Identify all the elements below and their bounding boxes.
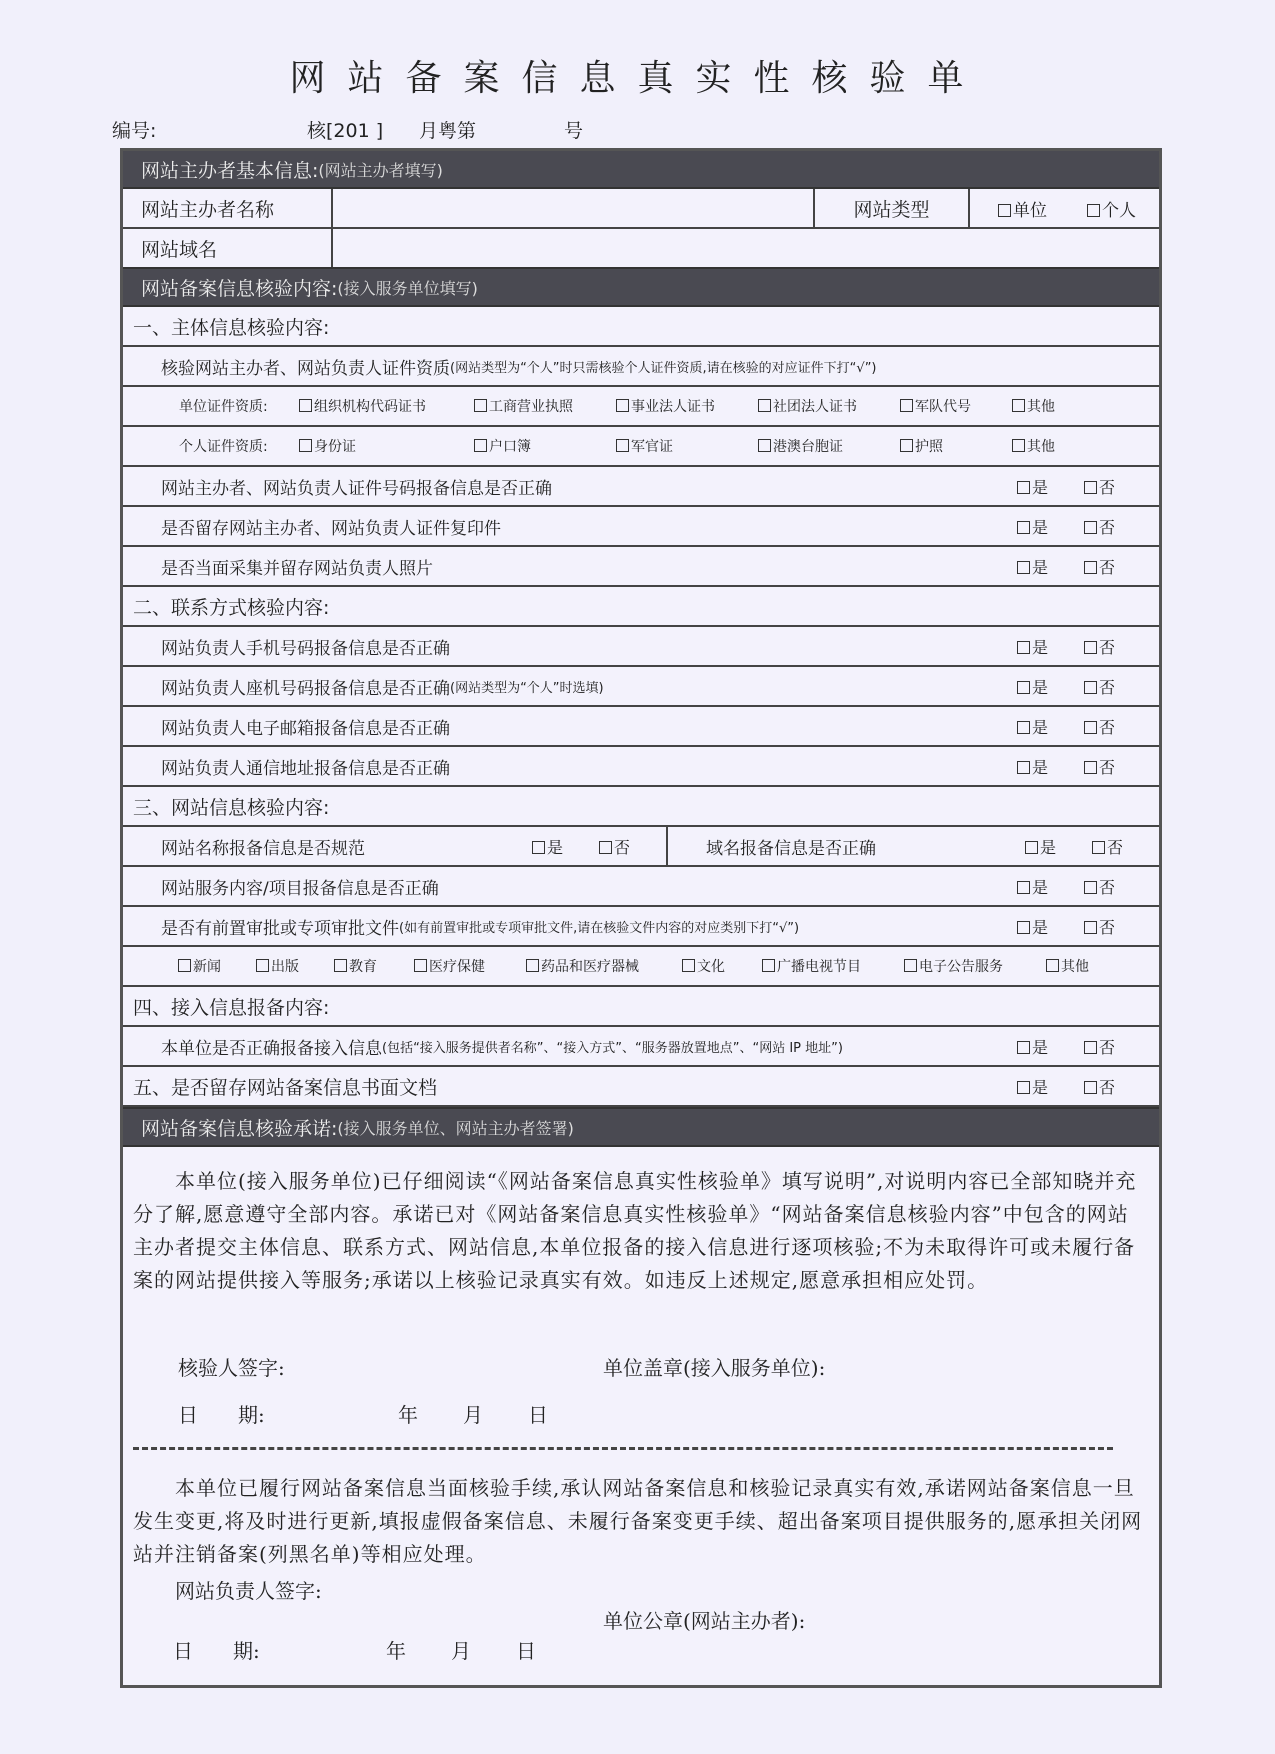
serial-prefix: 核[201 ] — [307, 120, 384, 142]
checkbox-icon[interactable] — [1017, 641, 1030, 654]
checkbox-icon[interactable] — [1012, 439, 1025, 452]
checkbox-icon[interactable] — [1084, 1041, 1097, 1054]
checkbox-icon[interactable] — [900, 439, 913, 452]
option-label: 医疗保健 — [429, 959, 485, 975]
serial-number — [112, 116, 583, 143]
section-3-title: 三、网站信息核验内容: — [123, 787, 1159, 827]
yes-label: 是 — [1031, 557, 1048, 577]
no-label: 否 — [1098, 1077, 1115, 1097]
section-4-title: 四、接入信息报备内容: — [123, 987, 1159, 1027]
yes-label: 是 — [1039, 837, 1056, 857]
options-label: 个人证件资质: — [179, 439, 268, 455]
item-note: (如有前置审批或专项审批文件,请在核验文件内容的对应类别下打“√”) — [399, 920, 800, 936]
section-1-title: 一、主体信息核验内容: — [123, 307, 1159, 347]
no-label: 否 — [1098, 677, 1115, 697]
option-label: 其他 — [1027, 439, 1055, 455]
checkbox-icon[interactable] — [616, 399, 629, 412]
item-text: 核验网站主办者、网站负责人证件资质 — [161, 358, 450, 379]
commitment-body — [123, 1147, 1159, 1685]
option-label: 电子公告服务 — [919, 959, 1003, 975]
item-text: 网站服务内容/项目报备信息是否正确 — [161, 878, 439, 899]
yes-label: 是 — [1031, 917, 1048, 937]
domain-row — [123, 229, 1159, 267]
no-label: 否 — [1098, 717, 1115, 737]
person-cert-options — [179, 436, 1072, 456]
checkbox-icon[interactable] — [1087, 204, 1100, 217]
yes-label: 是 — [1031, 517, 1048, 537]
check-item-row — [123, 1067, 1159, 1107]
no-label: 否 — [1098, 877, 1115, 897]
option-label: 文化 — [697, 959, 725, 975]
item-text: 是否有前置审批或专项审批文件 — [161, 918, 399, 939]
site-name-row — [123, 827, 1159, 867]
checkbox-icon[interactable] — [526, 959, 539, 972]
checkbox-icon[interactable] — [1084, 881, 1097, 894]
checkbox-icon[interactable] — [1084, 681, 1097, 694]
checkbox-icon[interactable] — [1017, 721, 1030, 734]
no-label: 否 — [1106, 837, 1123, 857]
item-text: 网站负责人电子邮箱报备信息是否正确 — [161, 718, 450, 739]
check-item-row — [123, 867, 1159, 907]
year-label: 年 — [386, 1639, 406, 1663]
checkbox-icon[interactable] — [256, 959, 269, 972]
option-label: 其他 — [1061, 959, 1089, 975]
checkbox-icon[interactable] — [1084, 561, 1097, 574]
serial-suffix: 号 — [564, 120, 584, 142]
checkbox-icon[interactable] — [682, 959, 695, 972]
checkbox-icon[interactable] — [474, 439, 487, 452]
checkbox-icon[interactable] — [1084, 641, 1097, 654]
no-label: 否 — [1098, 917, 1115, 937]
checkbox-icon[interactable] — [1084, 481, 1097, 494]
check-item-row — [123, 627, 1159, 667]
item-text: 网站负责人手机号码报备信息是否正确 — [161, 638, 450, 659]
no-label: 否 — [1098, 757, 1115, 777]
header-note: (接入服务单位填写) — [337, 278, 478, 298]
yes-label: 是 — [1031, 877, 1048, 897]
checkbox-icon[interactable] — [762, 959, 775, 972]
header-note: (网站主办者填写) — [318, 160, 443, 180]
item-text: 域名报备信息是否正确 — [706, 838, 876, 859]
checkbox-icon[interactable] — [758, 439, 771, 452]
day-label: 日 — [516, 1639, 536, 1663]
option-label: 组织机构代码证书 — [314, 399, 426, 415]
option-label: 社团法人证书 — [773, 399, 857, 415]
unit-cert-row — [123, 387, 1159, 427]
owner-name-label: 网站主办者名称 — [123, 189, 333, 227]
item-note: (网站类型为“个人”时选填) — [450, 680, 604, 696]
checkbox-icon[interactable] — [334, 959, 347, 972]
option-label: 个人 — [1102, 200, 1136, 221]
yes-label: 是 — [1031, 637, 1048, 657]
item-text: 网站负责人座机号码报备信息是否正确 — [161, 678, 450, 699]
section-2-title: 二、联系方式核验内容: — [123, 587, 1159, 627]
checkbox-icon[interactable] — [1084, 721, 1097, 734]
month-label: 月 — [451, 1639, 471, 1663]
checkbox-icon[interactable] — [1046, 959, 1059, 972]
no-label: 否 — [1098, 477, 1115, 497]
owner-name-field[interactable] — [333, 189, 815, 227]
checkbox-icon[interactable] — [616, 439, 629, 452]
no-label: 否 — [1098, 517, 1115, 537]
date-label: 日 期: — [178, 1403, 265, 1427]
checkbox-icon[interactable] — [1017, 1041, 1030, 1054]
checkbox-icon[interactable] — [1012, 399, 1025, 412]
site-type-options — [970, 196, 1136, 221]
check-item-row — [123, 667, 1159, 707]
checkbox-icon[interactable] — [1017, 481, 1030, 494]
option-label: 工商营业执照 — [489, 399, 573, 415]
option-label: 教育 — [349, 959, 377, 975]
checkbox-icon[interactable] — [1017, 1081, 1030, 1094]
option-label: 广播电视节目 — [777, 959, 861, 975]
options-label: 单位证件资质: — [179, 399, 268, 415]
serial-month: 月粤第 — [419, 120, 477, 142]
option-label: 港澳台胞证 — [773, 439, 843, 455]
checkbox-icon[interactable] — [1017, 681, 1030, 694]
domain-label: 网站域名 — [123, 229, 333, 267]
option-label: 身份证 — [314, 439, 356, 455]
form-table — [120, 148, 1162, 1688]
checkbox-icon[interactable] — [1084, 921, 1097, 934]
check-item-row — [123, 747, 1159, 787]
yes-label: 是 — [1031, 757, 1048, 777]
yes-label: 是 — [1031, 717, 1048, 737]
approval-options — [178, 956, 1106, 976]
checkbox-icon[interactable] — [1017, 561, 1030, 574]
checkbox-icon[interactable] — [1025, 841, 1038, 854]
owner-name-row — [123, 189, 1159, 229]
person-cert-row — [123, 427, 1159, 467]
domain-field[interactable] — [333, 229, 1159, 267]
month-label: 月 — [463, 1403, 483, 1427]
yes-label: 是 — [546, 837, 563, 857]
owner-seal-label: 单位公章(网站主办者): — [603, 1609, 806, 1633]
unit-seal-label: 单位盖章(接入服务单位): — [603, 1356, 826, 1380]
checkbox-icon[interactable] — [414, 959, 427, 972]
item-note: (网站类型为“个人”时只需核验个人证件资质,请在核验的对应证件下打“√”) — [450, 360, 877, 376]
checkbox-icon[interactable] — [532, 841, 545, 854]
serial-label: 编号: — [112, 120, 157, 142]
verify-header — [123, 267, 1159, 307]
check-item-row — [123, 547, 1159, 587]
checkbox-icon[interactable] — [1017, 881, 1030, 894]
commitment-paragraph-1: 本单位(接入服务单位)已仔细阅读“《网站备案信息真实性核验单》填写说明”,对说明内容已全部知晓并充分了解,愿意遵守全部内容。承诺已对《网站备案信息真实性核验单》“网站备案信息核验内容”中包含的网站主办者提交主体信息、联系方式、网站信息,本单位报备的接入信息进行逐项核验;不为未取得许可或未履行备案的网站提供接入等服务;承诺以上核验记录真实有效。如违反上述规定,愿意承担相应处罚。 — [133, 1169, 1137, 1292]
option-label: 新闻 — [193, 959, 221, 975]
option-label: 出版 — [271, 959, 299, 975]
owner-sign-field[interactable] — [333, 1569, 583, 1603]
no-label: 否 — [1098, 1037, 1115, 1057]
option-label: 其他 — [1027, 399, 1055, 415]
yes-label: 是 — [1031, 1077, 1048, 1097]
option-label: 护照 — [915, 439, 943, 455]
checkbox-icon[interactable] — [1017, 521, 1030, 534]
unit-cert-options — [179, 396, 1072, 416]
year-label: 年 — [398, 1403, 418, 1427]
check-item-row — [123, 467, 1159, 507]
form-title: 网站备案信息真实性核验单 — [289, 58, 986, 99]
approval-options-row — [123, 947, 1159, 987]
header-note: (接入服务单位、网站主办者签署) — [337, 1118, 574, 1138]
no-label: 否 — [1098, 557, 1115, 577]
header-text: 网站备案信息核验承诺: — [141, 1117, 338, 1140]
yes-label: 是 — [1031, 1037, 1048, 1057]
item-note: (包括“接入服务提供者名称”、“接入方式”、“服务器放置地点”、“网站 IP 地址”) — [382, 1040, 843, 1056]
owner-sign-label: 网站负责人签字: — [175, 1579, 322, 1603]
check-item-row — [123, 507, 1159, 547]
checkbox-icon[interactable] — [1084, 521, 1097, 534]
item-text: 本单位是否正确报备接入信息 — [161, 1038, 382, 1059]
check-item-row — [123, 1027, 1159, 1067]
checkbox-icon[interactable] — [904, 959, 917, 972]
option-label: 军队代号 — [915, 399, 971, 415]
no-label: 否 — [613, 837, 630, 857]
checkbox-icon[interactable] — [1017, 761, 1030, 774]
verifier-sign-field[interactable] — [293, 1347, 543, 1381]
option-label: 单位 — [1013, 200, 1047, 221]
checkbox-icon[interactable] — [474, 399, 487, 412]
item-text: 网站名称报备信息是否规范 — [161, 838, 365, 859]
option-label: 事业法人证书 — [631, 399, 715, 415]
item-text: 是否留存网站主办者、网站负责人证件复印件 — [161, 518, 501, 539]
no-label: 否 — [1098, 637, 1115, 657]
check-item-row — [123, 907, 1159, 947]
header-text: 网站主办者基本信息: — [141, 159, 319, 182]
checkbox-icon[interactable] — [1084, 761, 1097, 774]
checkbox-icon[interactable] — [1084, 1081, 1097, 1094]
option-label: 户口簿 — [489, 439, 531, 455]
site-name-cell — [123, 827, 668, 865]
header-text: 网站备案信息核验内容: — [141, 277, 338, 300]
item-text: 五、是否留存网站备案信息书面文档 — [133, 1076, 438, 1099]
item-text: 网站主办者、网站负责人证件号码报备信息是否正确 — [161, 478, 552, 499]
commit-header — [123, 1107, 1159, 1147]
day-label: 日 — [528, 1403, 548, 1427]
site-type-label: 网站类型 — [815, 189, 970, 227]
checkbox-icon[interactable] — [1092, 841, 1105, 854]
cert-item — [123, 347, 1159, 387]
checkbox-icon[interactable] — [178, 959, 191, 972]
basic-info-header — [123, 151, 1159, 189]
yes-label: 是 — [1031, 477, 1048, 497]
checkbox-icon[interactable] — [299, 399, 312, 412]
option-label: 军官证 — [631, 439, 673, 455]
date-label: 日 期: — [173, 1639, 260, 1663]
checkbox-icon[interactable] — [599, 841, 612, 854]
checkbox-icon[interactable] — [998, 204, 1011, 217]
commitment-paragraph-2: 本单位已履行网站备案信息当面核验手续,承认网站备案信息和核验记录真实有效,承诺网站备案信息一旦发生变更,将及时进行更新,填报虚假备案信息、未履行备案变更手续、超出备案项目提供服务的,愿承担关闭网站并注销备案(列黑名单)等相应处理。 — [133, 1476, 1143, 1566]
verifier-sign-label: 核验人签字: — [178, 1356, 285, 1380]
dashed-divider — [133, 1447, 1113, 1450]
option-label: 药品和医疗器械 — [541, 959, 639, 975]
item-text: 网站负责人通信地址报备信息是否正确 — [161, 758, 450, 779]
item-text: 是否当面采集并留存网站负责人照片 — [161, 558, 433, 579]
checkbox-icon[interactable] — [900, 399, 913, 412]
check-item-row — [123, 707, 1159, 747]
checkbox-icon[interactable] — [1017, 921, 1030, 934]
checkbox-icon[interactable] — [299, 439, 312, 452]
yes-label: 是 — [1031, 677, 1048, 697]
checkbox-icon[interactable] — [758, 399, 771, 412]
